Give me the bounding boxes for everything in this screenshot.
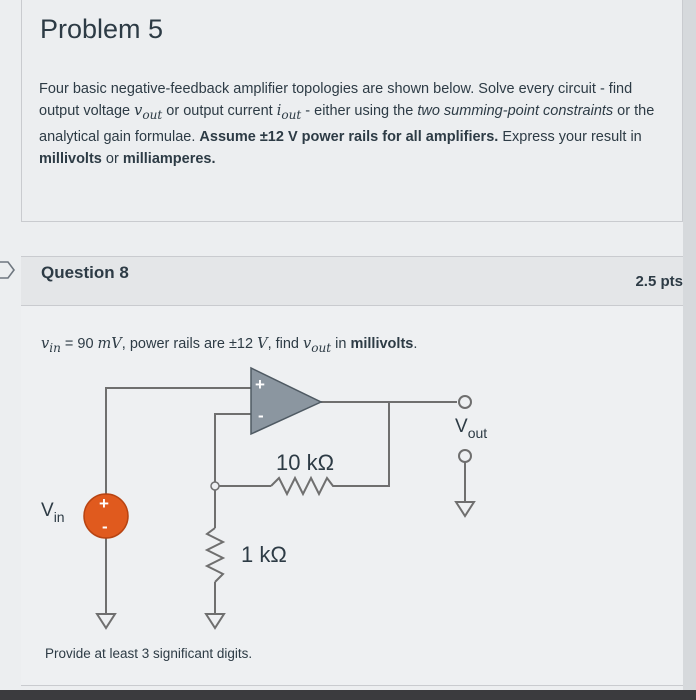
prompt-vin-subscript: in: [49, 340, 61, 355]
problem-text-milliamperes: milliamperes.: [122, 150, 216, 167]
problem-text-line2b: or output current: [162, 103, 277, 119]
vin-label: [41, 500, 65, 525]
source-minus-sign: -: [102, 517, 108, 536]
vout-subscript: out: [142, 107, 163, 122]
prompt-vout-subscript: out: [311, 340, 332, 355]
problem-text-line2a: output voltage: [39, 103, 135, 119]
iout-subscript: out: [281, 107, 302, 122]
problem-text-line2c: - either using the: [301, 103, 418, 119]
problem-panel: [21, 0, 683, 222]
bottom-edge: [0, 690, 696, 700]
problem-text-or: or: [101, 150, 123, 167]
vout-symbol: v: [134, 103, 143, 119]
vout-label-sub: out: [467, 425, 488, 441]
problem-text-line1: Four basic negative-feedback amplifier topologies are shown below. Solve every circuit - find: [39, 81, 633, 97]
vout-label: [455, 416, 487, 441]
right-edge-panel: [683, 0, 696, 700]
vout-terminal-top[interactable]: [459, 396, 471, 408]
feedback-resistor-label: 10 kΩ: [276, 450, 335, 475]
question-body: [21, 306, 683, 686]
prompt-millivolts: millivolts: [350, 336, 414, 352]
prompt-unit: mV: [97, 336, 122, 352]
question-header: [21, 256, 683, 306]
prompt-text-b: , power rails are ±12: [121, 336, 258, 352]
feedback-resistor: [271, 478, 341, 494]
prompt-text-c: , find: [267, 336, 304, 352]
problem-text-millivolts: millivolts: [39, 150, 102, 167]
vin-label-main: V: [41, 500, 54, 521]
source-ground-icon: [97, 614, 115, 628]
prompt-vin-symbol: v: [41, 336, 50, 352]
inverting-node: [211, 482, 219, 490]
prompt-text-d: in: [331, 336, 351, 352]
question-points: 2.5 pts: [635, 273, 683, 290]
problem-text-emphasis: two summing-point constraints: [417, 103, 614, 119]
opamp-minus-sign: -: [258, 406, 264, 425]
question-flag-icon[interactable]: [0, 260, 16, 280]
resistor-ground-icon: [206, 614, 224, 628]
problem-text-power-rails: Assume ±12 V power rails for all amplifiers.: [199, 128, 503, 145]
opamp-plus-sign: +: [255, 375, 265, 394]
problem-description: [39, 78, 679, 170]
ground-resistor-label: 1 kΩ: [241, 542, 287, 567]
ground-resistor: [207, 528, 223, 582]
iout-symbol: i: [276, 103, 282, 119]
vout-label-main: V: [455, 416, 468, 437]
prompt-text-a: = 90: [60, 336, 98, 352]
prompt-volt-unit: V: [257, 336, 268, 352]
source-plus-sign: +: [99, 494, 109, 513]
circuit-wires: [106, 388, 465, 614]
prompt-vout-symbol: v: [303, 336, 312, 352]
significant-digits-note: Provide at least 3 significant digits.: [45, 646, 253, 661]
problem-text-line3c: Express your result in: [502, 128, 642, 145]
vout-ground-icon: [456, 502, 474, 516]
question-title: Question 8: [41, 263, 129, 282]
circuit-diagram: [21, 306, 683, 686]
problem-text-line2d: or the: [613, 103, 655, 119]
problem-title: Problem 5: [40, 14, 164, 44]
vin-label-sub: in: [53, 509, 65, 525]
prompt-end: .: [413, 336, 418, 352]
vout-terminal-bottom[interactable]: [459, 450, 471, 462]
problem-text-line3a: analytical gain formulae.: [39, 128, 200, 145]
